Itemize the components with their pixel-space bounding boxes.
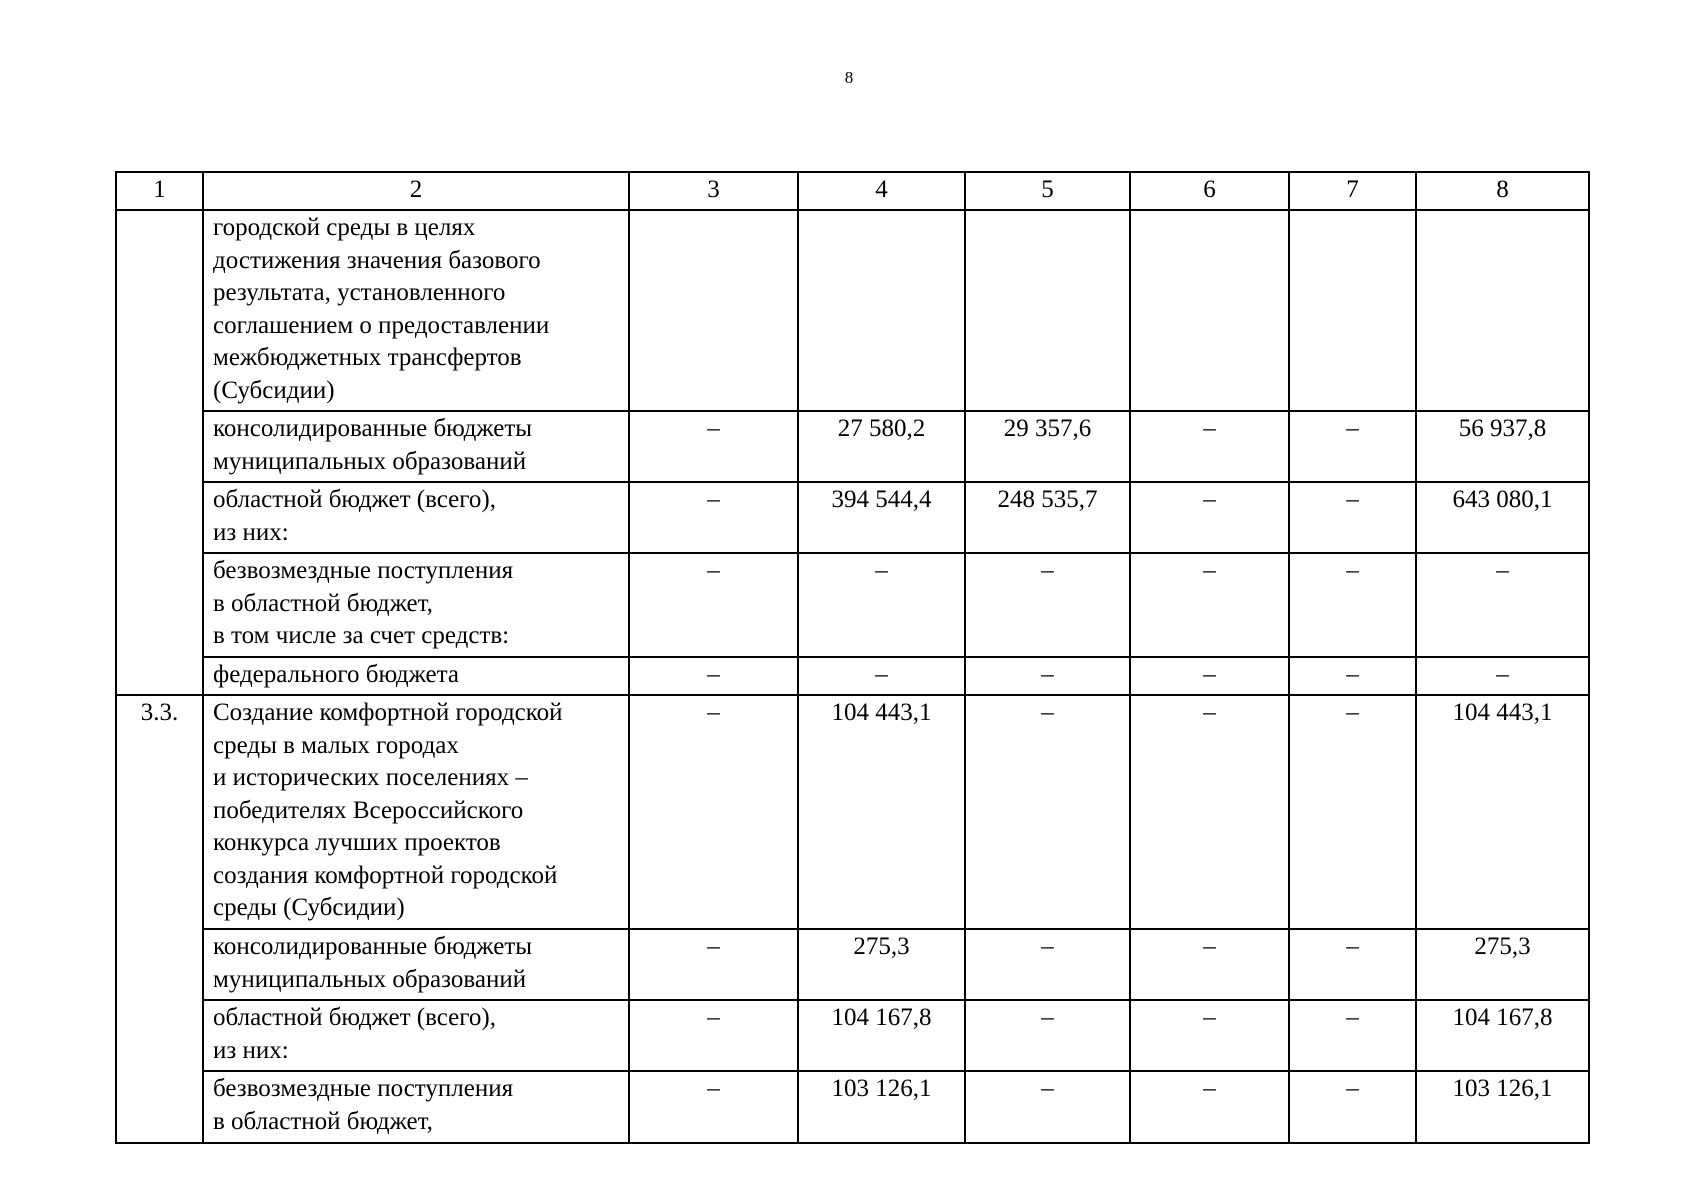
value-cell: –	[1416, 553, 1589, 657]
value-cell: –	[629, 553, 798, 657]
row-description-cell: Создание комфортной городской среды в малых городах и исторических поселениях – победителях Всероссийского конкурса лучших проектов создания комфортной городской среды (Субсидии)	[203, 695, 629, 929]
table-row	[116, 695, 1589, 929]
table-row	[116, 482, 1589, 553]
value-cell: –	[965, 1000, 1130, 1071]
value-cell	[798, 210, 965, 411]
row-description-cell: безвозмездные поступления в областной бюджет, в том числе за счет средств:	[203, 553, 629, 657]
row-index-cell	[116, 482, 203, 553]
column-number-header: 5	[965, 172, 1130, 210]
value-cell	[1416, 210, 1589, 411]
table-row	[116, 1000, 1589, 1071]
value-cell: –	[798, 553, 965, 657]
value-cell	[965, 210, 1130, 411]
value-cell: –	[1289, 695, 1416, 929]
value-cell: –	[965, 929, 1130, 1000]
value-cell: 643 080,1	[1416, 482, 1589, 553]
value-cell: –	[1289, 482, 1416, 553]
value-cell: –	[965, 1071, 1130, 1143]
value-cell: –	[1130, 553, 1289, 657]
value-cell: 104 167,8	[1416, 1000, 1589, 1071]
value-cell: 275,3	[798, 929, 965, 1000]
value-cell: –	[629, 1000, 798, 1071]
row-index-cell	[116, 553, 203, 657]
row-index-cell	[116, 210, 203, 411]
value-cell: –	[965, 657, 1130, 695]
value-cell: –	[1416, 657, 1589, 695]
row-index-cell	[116, 1071, 203, 1143]
value-cell: –	[965, 553, 1130, 657]
table-row	[116, 411, 1589, 482]
value-cell: 29 357,6	[965, 411, 1130, 482]
row-description-cell: консолидированные бюджеты муниципальных образований	[203, 411, 629, 482]
value-cell	[1130, 210, 1289, 411]
value-cell: 248 535,7	[965, 482, 1130, 553]
row-index-cell	[116, 1000, 203, 1071]
row-description-cell: федерального бюджета	[203, 657, 629, 695]
row-index-cell	[116, 657, 203, 695]
column-number-header: 6	[1130, 172, 1289, 210]
value-cell: –	[629, 695, 798, 929]
table-row	[116, 1071, 1589, 1143]
column-number-header: 2	[203, 172, 629, 210]
value-cell: 103 126,1	[1416, 1071, 1589, 1143]
value-cell: 104 443,1	[798, 695, 965, 929]
value-cell: –	[629, 1071, 798, 1143]
value-cell: –	[965, 695, 1130, 929]
row-description-cell: безвозмездные поступления в областной бюджет,	[203, 1071, 629, 1143]
value-cell: –	[629, 482, 798, 553]
row-description-cell: областной бюджет (всего), из них:	[203, 482, 629, 553]
row-description-cell: областной бюджет (всего), из них:	[203, 1000, 629, 1071]
value-cell: –	[1130, 482, 1289, 553]
value-cell: –	[1289, 1000, 1416, 1071]
row-index-cell: 3.3.	[116, 695, 203, 929]
value-cell: 104 443,1	[1416, 695, 1589, 929]
table-row	[116, 210, 1589, 411]
column-number-header: 8	[1416, 172, 1589, 210]
value-cell	[629, 210, 798, 411]
column-number-header-row	[116, 172, 1589, 210]
value-cell: –	[1289, 553, 1416, 657]
value-cell: 27 580,2	[798, 411, 965, 482]
financing-table	[115, 171, 1590, 1144]
page-number: 8	[844, 68, 854, 87]
value-cell: –	[1289, 411, 1416, 482]
table-row	[116, 553, 1589, 657]
row-description-cell: городской среды в целях достижения значения базового результата, установленного соглашением о предоставлении межбюджетных трансфертов (Субсидии)	[203, 210, 629, 411]
value-cell: –	[1289, 929, 1416, 1000]
value-cell: –	[1130, 1071, 1289, 1143]
column-number-header: 7	[1289, 172, 1416, 210]
value-cell: 275,3	[1416, 929, 1589, 1000]
value-cell: –	[629, 929, 798, 1000]
value-cell: 104 167,8	[798, 1000, 965, 1071]
value-cell: –	[1130, 657, 1289, 695]
table-row	[116, 929, 1589, 1000]
value-cell: –	[1289, 1071, 1416, 1143]
value-cell: –	[629, 657, 798, 695]
table-row	[116, 657, 1589, 695]
value-cell: 394 544,4	[798, 482, 965, 553]
value-cell: 103 126,1	[798, 1071, 965, 1143]
row-description-cell: консолидированные бюджеты муниципальных образований	[203, 929, 629, 1000]
column-number-header: 3	[629, 172, 798, 210]
value-cell: –	[1130, 1000, 1289, 1071]
value-cell: 56 937,8	[1416, 411, 1589, 482]
column-number-header: 4	[798, 172, 965, 210]
column-number-header: 1	[116, 172, 203, 210]
row-index-cell	[116, 929, 203, 1000]
value-cell: –	[798, 657, 965, 695]
value-cell	[1289, 210, 1416, 411]
row-index-cell	[116, 411, 203, 482]
value-cell: –	[1130, 929, 1289, 1000]
value-cell: –	[629, 411, 798, 482]
value-cell: –	[1289, 657, 1416, 695]
value-cell: –	[1130, 695, 1289, 929]
value-cell: –	[1130, 411, 1289, 482]
